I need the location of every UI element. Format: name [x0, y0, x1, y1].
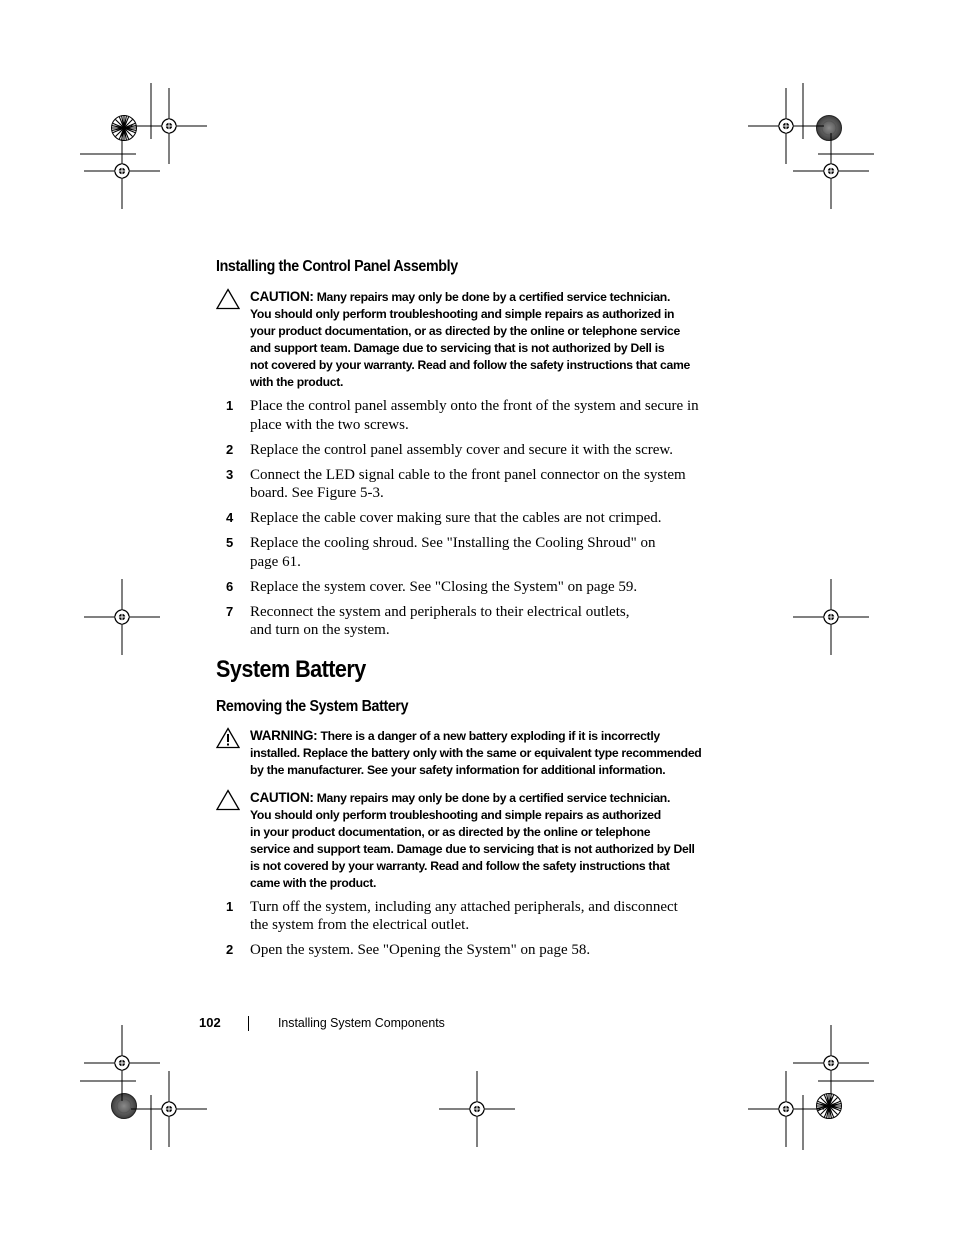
step-text: the system from the electrical outlet. [250, 917, 470, 933]
warning-text-line: There is a danger of a new battery exploding if it is incorrectly [320, 728, 660, 743]
step-item [216, 941, 716, 960]
step-number: 4 [226, 510, 234, 525]
step-item [216, 441, 716, 460]
caution-text-line: is not covered by your warranty. Read and follow the safety instructions that [250, 858, 670, 873]
step-text: place with the two screws. [250, 416, 409, 433]
step-text: board. See Figure 5-3. [250, 485, 384, 501]
step-text: Reconnect the system and peripherals to their electrical outlets, [250, 603, 630, 620]
warning-text-line: by the manufacturer. See your safety information for additional information. [250, 762, 666, 777]
caution-text-line: and support team. Damage due to servicing that is not authorized by Dell is [250, 341, 665, 355]
step-item [216, 578, 716, 597]
footer-divider [248, 1016, 249, 1031]
caution-notice [216, 789, 716, 892]
step-item [216, 603, 716, 640]
step-text: Replace the cable cover making sure that the cables are not crimped. [250, 510, 662, 526]
removal-steps [216, 898, 716, 960]
caution-text-line: Many repairs may only be done by a certified service technician. [316, 290, 671, 304]
step-number: 2 [226, 441, 234, 457]
step-text: Connect the LED signal cable to the front panel connector on the system [250, 466, 686, 483]
step-text: Replace the system cover. See "Closing the System" on page 59. [250, 578, 638, 595]
step-item [216, 466, 716, 503]
section-heading: Removing the System Battery [216, 697, 409, 715]
caution-text-line: came with the product. [250, 875, 377, 890]
page-number: 102 [199, 1015, 221, 1030]
step-text: Place the control panel assembly onto the front of the system and secure in [250, 398, 699, 414]
step-number: 6 [226, 578, 234, 594]
caution-text-line: Many repairs may only be done by a certified service technician. [316, 790, 671, 805]
warning-icon [216, 727, 240, 749]
caution-icon [216, 288, 240, 310]
caution-text-line: You should only perform troubleshooting and simple repairs as authorized in [250, 307, 675, 321]
install-steps [216, 397, 716, 640]
step-text: Replace the control panel assembly cover and secure it with the screw. [250, 441, 674, 458]
step-number: 7 [226, 603, 234, 619]
step-number: 3 [226, 466, 234, 482]
step-item [216, 534, 716, 571]
warning-notice [216, 727, 716, 779]
caution-label: CAUTION: [250, 789, 314, 805]
step-number: 1 [226, 398, 234, 413]
step-item [216, 898, 716, 935]
caution-text-line: with the product. [250, 375, 344, 389]
step-item [216, 397, 716, 434]
step-item [216, 509, 716, 528]
caution-notice [216, 288, 716, 391]
step-number: 1 [226, 898, 234, 914]
step-number: 2 [226, 942, 234, 957]
caution-label: CAUTION: [250, 289, 314, 304]
warning-text-line: installed. Replace the battery only with the same or equivalent type recommended [250, 745, 702, 760]
caution-text-line: service and support team. Damage due to servicing that is not authorized by Dell [250, 841, 695, 856]
step-text: page 61. [250, 553, 301, 570]
section-heading: Installing the Control Panel Assembly [216, 258, 458, 275]
caution-text-line: your product documentation, or as directed by the online or telephone service [250, 324, 680, 338]
footer-section-title: Installing System Components [278, 1015, 445, 1030]
caution-text-line: in your product documentation, or as directed by the online or telephone [250, 824, 651, 839]
caution-text-line: You should only perform troubleshooting and simple repairs as authorized [250, 807, 661, 822]
step-number: 5 [226, 535, 234, 550]
step-text: Open the system. See "Opening the System" on page 58. [250, 942, 591, 958]
step-text: Turn off the system, including any attached peripherals, and disconnect [250, 898, 678, 915]
page-content [216, 258, 716, 966]
caution-icon [216, 789, 240, 811]
step-text: Replace the cooling shroud. See "Installing the Cooling Shroud" on [250, 535, 656, 551]
chapter-title: System Battery [216, 655, 366, 683]
warning-label: WARNING: [250, 727, 318, 743]
step-text: and turn on the system. [250, 622, 390, 638]
caution-text-line: not covered by your warranty. Read and follow the safety instructions that came [250, 358, 690, 372]
